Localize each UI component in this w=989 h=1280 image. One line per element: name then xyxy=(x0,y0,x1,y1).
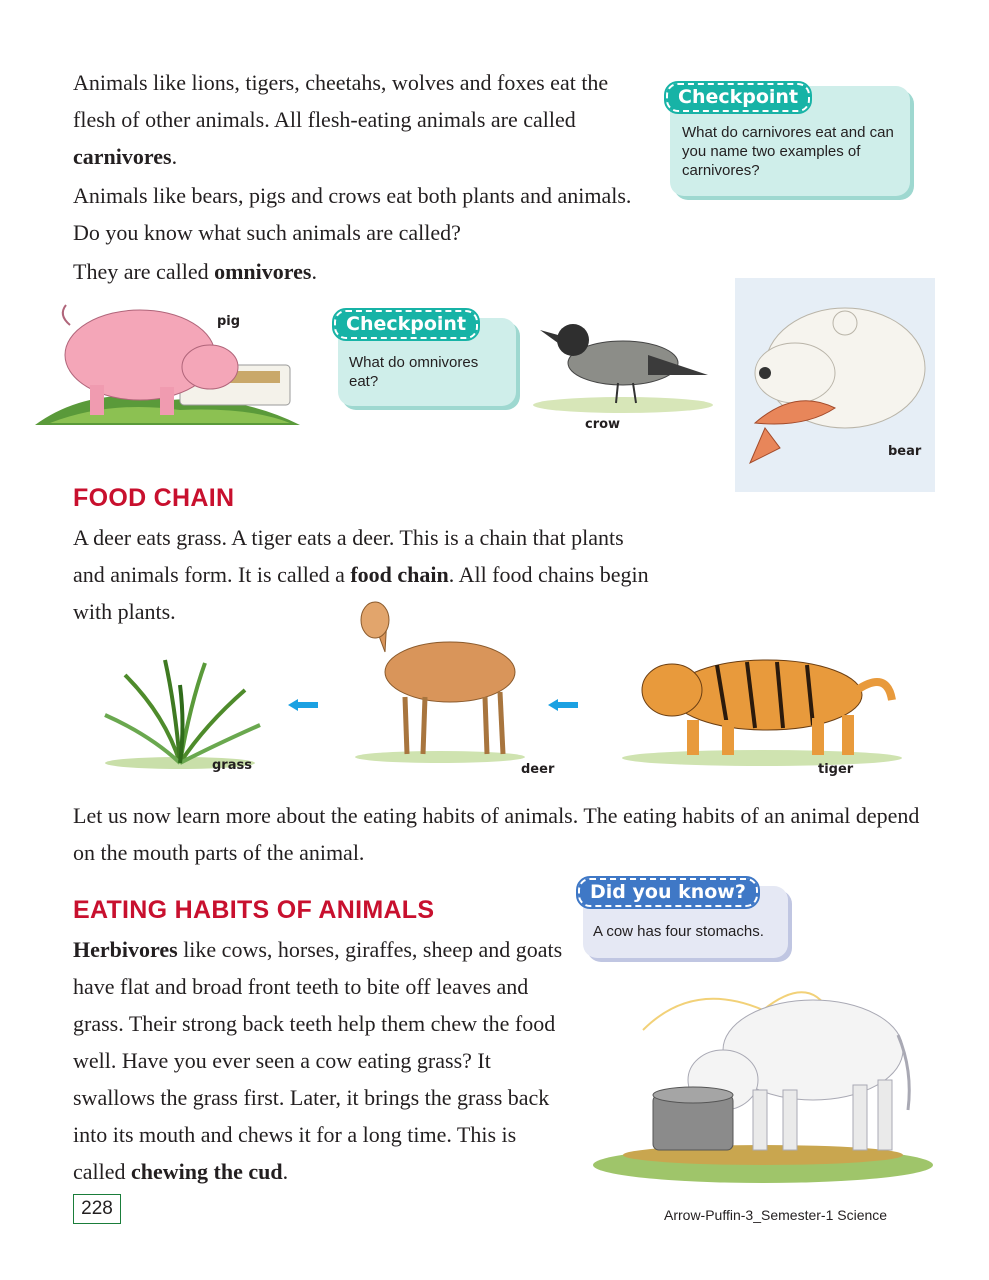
deer-illustration xyxy=(325,592,525,767)
checkpoint-tag: Checkpoint xyxy=(666,83,810,112)
did-you-know-fact: A cow has four stomachs. xyxy=(593,923,764,940)
footer-book-title: Arrow-Puffin-3_Semester-1 Science xyxy=(664,1207,888,1223)
page-number: 228 xyxy=(73,1194,121,1224)
food-chain-paragraph: A deer eats grass. A tiger eats a deer. This is a chain that plants and animals form. It is called a food chain. All food chains begin with plants. xyxy=(73,525,649,624)
label-bear: bear xyxy=(888,444,922,459)
label-tiger: tiger xyxy=(818,762,854,777)
grass-illustration xyxy=(95,655,265,770)
term-carnivores: carnivores xyxy=(73,144,172,169)
term-herbivores: Herbivores xyxy=(73,937,178,962)
omnivores-answer-paragraph: They are called omnivores. xyxy=(73,259,317,284)
did-you-know-tag: Did you know? xyxy=(578,878,758,907)
bear-illustration xyxy=(735,278,935,492)
label-crow: crow xyxy=(585,417,621,432)
arrow-left-icon xyxy=(548,699,578,711)
label-deer: deer xyxy=(521,762,555,777)
eating-habits-intro-paragraph: Let us now learn more about the eating habits of animals. The eating habits of an animal depend on the mouth parts of the animal. xyxy=(73,803,920,865)
herbivores-paragraph: Herbivores like cows, horses, giraffes, sheep and goats have flat and broad front teeth to bite off leaves and grass. Their strong back teeth help them chew the food well. Have you ever seen a cow eating grass? It swallows the grass first. Later, it brings the grass back into its mouth and chews it for a long time. This is called chewing the cud. xyxy=(73,937,563,1184)
tiger-illustration xyxy=(617,640,907,768)
term-food-chain: food chain xyxy=(350,562,449,587)
crow-illustration xyxy=(528,305,718,415)
checkpoint-omnivores-question: What do omnivores eat? xyxy=(349,354,479,390)
heading-food-chain: FOOD CHAIN xyxy=(73,484,235,512)
label-pig: pig xyxy=(217,314,241,329)
label-grass: grass xyxy=(212,758,252,773)
checkpoint-carnivores-question: What do carnivores eat and can you name two examples of carnivores? xyxy=(682,124,894,179)
heading-eating-habits: EATING HABITS OF ANIMALS xyxy=(73,896,435,924)
omnivores-question-paragraph: Animals like bears, pigs and crows eat both plants and animals. Do you know what such animals are called? xyxy=(73,183,632,245)
term-omnivores: omnivores xyxy=(214,259,312,284)
checkpoint-tag: Checkpoint xyxy=(334,310,478,339)
arrow-left-icon xyxy=(288,699,318,711)
cow-illustration xyxy=(583,950,933,1185)
term-chewing-the-cud: chewing the cud xyxy=(131,1159,283,1184)
pig-illustration xyxy=(30,285,310,435)
carnivores-paragraph: Animals like lions, tigers, cheetahs, wolves and foxes eat the flesh of other animals. All flesh-eating animals are called carnivores. xyxy=(73,70,609,169)
